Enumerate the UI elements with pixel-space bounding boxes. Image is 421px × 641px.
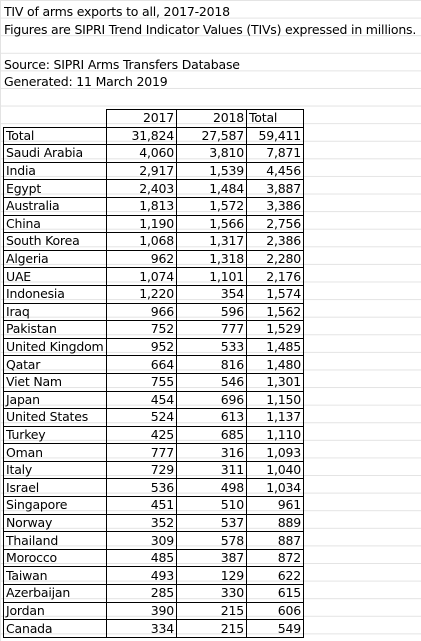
header-cell-2018[interactable]: 2018 — [177, 110, 247, 128]
country-cell[interactable]: Qatar — [4, 356, 107, 374]
total-cell[interactable]: 1,040 — [247, 461, 304, 479]
total-cell[interactable]: 622 — [247, 567, 304, 585]
value-2017-cell[interactable]: 4,060 — [107, 145, 177, 163]
value-2017-cell[interactable]: 1,190 — [107, 215, 177, 233]
total-cell[interactable]: 1,485 — [247, 338, 304, 356]
value-2018-cell[interactable]: 613 — [177, 409, 247, 427]
table-row — [4, 321, 304, 339]
total-cell[interactable]: 2,386 — [247, 233, 304, 251]
total-cell[interactable]: 1,529 — [247, 321, 304, 339]
sheet-header — [4, 3, 419, 91]
value-2018-cell[interactable]: 510 — [177, 497, 247, 515]
table-row — [4, 197, 304, 215]
country-cell[interactable]: Morocco — [4, 549, 107, 567]
table-row — [4, 127, 304, 145]
table-row — [4, 426, 304, 444]
value-2018-cell[interactable]: 387 — [177, 549, 247, 567]
value-2018-cell[interactable]: 816 — [177, 356, 247, 374]
value-2017-cell[interactable]: 451 — [107, 497, 177, 515]
header-cell-2017[interactable]: 2017 — [107, 110, 177, 128]
country-cell[interactable]: Norway — [4, 514, 107, 532]
country-cell[interactable]: Indonesia — [4, 285, 107, 303]
country-cell[interactable]: Japan — [4, 391, 107, 409]
value-2018-cell[interactable]: 1,572 — [177, 197, 247, 215]
value-2017-cell[interactable]: 285 — [107, 585, 177, 603]
country-cell[interactable]: Pakistan — [4, 321, 107, 339]
value-2017-cell[interactable]: 1,074 — [107, 268, 177, 286]
value-2018-cell[interactable]: 215 — [177, 620, 247, 638]
country-cell[interactable]: Israel — [4, 479, 107, 497]
total-cell[interactable]: 1,093 — [247, 444, 304, 462]
value-2018-cell[interactable]: 3,810 — [177, 145, 247, 163]
value-2018-cell[interactable]: 596 — [177, 303, 247, 321]
value-2017-cell[interactable]: 664 — [107, 356, 177, 374]
value-2017-cell[interactable]: 1,220 — [107, 285, 177, 303]
total-cell[interactable]: 7,871 — [247, 145, 304, 163]
value-2017-cell[interactable]: 755 — [107, 373, 177, 391]
table-row — [4, 461, 304, 479]
country-cell[interactable]: Egypt — [4, 180, 107, 198]
country-cell[interactable]: Thailand — [4, 532, 107, 550]
table-row — [4, 567, 304, 585]
value-2017-cell[interactable]: 1,813 — [107, 197, 177, 215]
value-2018-cell[interactable]: 1,566 — [177, 215, 247, 233]
value-2018-cell[interactable]: 1,101 — [177, 268, 247, 286]
total-cell[interactable]: 3,386 — [247, 197, 304, 215]
table-row — [4, 303, 304, 321]
value-2018-cell[interactable]: 215 — [177, 602, 247, 620]
total-cell[interactable]: 615 — [247, 585, 304, 603]
total-cell[interactable]: 961 — [247, 497, 304, 515]
country-cell[interactable]: Viet Nam — [4, 373, 107, 391]
value-2017-cell[interactable]: 536 — [107, 479, 177, 497]
header-cell-total[interactable]: Total — [247, 110, 304, 128]
value-2017-cell[interactable]: 752 — [107, 321, 177, 339]
value-2017-cell[interactable]: 2,917 — [107, 162, 177, 180]
total-cell[interactable]: 1,480 — [247, 356, 304, 374]
value-2017-cell[interactable]: 962 — [107, 250, 177, 268]
country-cell[interactable]: South Korea — [4, 233, 107, 251]
country-cell[interactable]: Italy — [4, 461, 107, 479]
country-cell[interactable]: Algeria — [4, 250, 107, 268]
country-cell[interactable]: Canada — [4, 620, 107, 638]
table-row — [4, 145, 304, 163]
value-2017-cell[interactable]: 485 — [107, 549, 177, 567]
value-2018-cell[interactable]: 129 — [177, 567, 247, 585]
value-2017-cell[interactable]: 966 — [107, 303, 177, 321]
blank-row[interactable] — [4, 38, 419, 56]
value-2018-cell[interactable]: 1,484 — [177, 180, 247, 198]
country-cell[interactable]: China — [4, 215, 107, 233]
value-2018-cell[interactable]: 498 — [177, 479, 247, 497]
total-cell[interactable]: 1,574 — [247, 285, 304, 303]
table-row — [4, 497, 304, 515]
table-row — [4, 233, 304, 251]
table-row — [4, 356, 304, 374]
value-2017-cell[interactable]: 2,403 — [107, 180, 177, 198]
total-cell[interactable]: 887 — [247, 532, 304, 550]
exports-table — [3, 109, 304, 638]
header-cell-empty[interactable] — [4, 110, 107, 128]
table-row — [4, 180, 304, 198]
country-cell[interactable]: Azerbaijan — [4, 585, 107, 603]
table-row — [4, 215, 304, 233]
table-row — [4, 285, 304, 303]
table-row — [4, 532, 304, 550]
header-source-cell[interactable]: Source: SIPRI Arms Transfers Database — [4, 56, 240, 72]
total-cell[interactable]: 872 — [247, 549, 304, 567]
value-2017-cell[interactable]: 454 — [107, 391, 177, 409]
value-2017-cell[interactable]: 952 — [107, 338, 177, 356]
table-row — [4, 338, 304, 356]
value-2018-cell[interactable]: 537 — [177, 514, 247, 532]
country-cell[interactable]: India — [4, 162, 107, 180]
value-2018-cell[interactable]: 330 — [177, 585, 247, 603]
value-2018-cell[interactable]: 1,317 — [177, 233, 247, 251]
total-cell[interactable]: 1,137 — [247, 409, 304, 427]
country-cell[interactable]: United Kingdom — [4, 338, 107, 356]
value-2018-cell[interactable]: 27,587 — [177, 127, 247, 145]
value-2018-cell[interactable]: 354 — [177, 285, 247, 303]
value-2018-cell[interactable]: 777 — [177, 321, 247, 339]
value-2018-cell[interactable]: 685 — [177, 426, 247, 444]
value-2018-cell[interactable]: 696 — [177, 391, 247, 409]
value-2017-cell[interactable]: 390 — [107, 602, 177, 620]
total-cell[interactable]: 59,411 — [247, 127, 304, 145]
total-cell[interactable]: 1,301 — [247, 373, 304, 391]
table-row — [4, 373, 304, 391]
total-cell[interactable]: 889 — [247, 514, 304, 532]
total-cell[interactable]: 606 — [247, 602, 304, 620]
value-2018-cell[interactable]: 316 — [177, 444, 247, 462]
country-cell[interactable]: Saudi Arabia — [4, 145, 107, 163]
total-cell[interactable]: 1,110 — [247, 426, 304, 444]
table-row — [4, 409, 304, 427]
total-cell[interactable]: 549 — [247, 620, 304, 638]
table-row — [4, 549, 304, 567]
table-row — [4, 585, 304, 603]
total-cell[interactable]: 1,562 — [247, 303, 304, 321]
value-2017-cell[interactable]: 1,068 — [107, 233, 177, 251]
value-2018-cell[interactable]: 1,318 — [177, 250, 247, 268]
total-cell[interactable]: 1,034 — [247, 479, 304, 497]
total-cell[interactable]: 1,150 — [247, 391, 304, 409]
total-cell[interactable]: 2,756 — [247, 215, 304, 233]
total-cell[interactable]: 2,280 — [247, 250, 304, 268]
table-row — [4, 444, 304, 462]
country-cell[interactable]: Total — [4, 127, 107, 145]
value-2017-cell[interactable]: 352 — [107, 514, 177, 532]
value-2017-cell[interactable]: 777 — [107, 444, 177, 462]
table-row — [4, 514, 304, 532]
total-cell[interactable]: 3,887 — [247, 180, 304, 198]
header-title-cell[interactable]: TIV of arms exports to all, 2017-2018 — [4, 4, 230, 19]
value-2017-cell[interactable]: 309 — [107, 532, 177, 550]
country-cell[interactable]: Australia — [4, 197, 107, 215]
country-cell[interactable]: Oman — [4, 444, 107, 462]
value-2017-cell[interactable]: 334 — [107, 620, 177, 638]
country-cell[interactable]: Jordan — [4, 602, 107, 620]
value-2017-cell[interactable]: 493 — [107, 567, 177, 585]
total-cell[interactable]: 4,456 — [247, 162, 304, 180]
country-cell[interactable]: Taiwan — [4, 567, 107, 585]
country-cell[interactable]: UAE — [4, 268, 107, 286]
value-2017-cell[interactable]: 425 — [107, 426, 177, 444]
country-cell[interactable]: Iraq — [4, 303, 107, 321]
value-2018-cell[interactable]: 1,539 — [177, 162, 247, 180]
country-cell[interactable]: United States — [4, 409, 107, 427]
table-row — [4, 479, 304, 497]
total-cell[interactable]: 2,176 — [247, 268, 304, 286]
value-2018-cell[interactable]: 578 — [177, 532, 247, 550]
table-row — [4, 620, 304, 638]
table-header-row — [4, 110, 304, 128]
table-row — [4, 602, 304, 620]
header-generated-cell[interactable]: Generated: 11 March 2019 — [4, 74, 168, 90]
header-note-cell[interactable]: Figures are SIPRI Trend Indicator Values (TIVs) expressed in millions. — [4, 21, 417, 37]
country-cell[interactable]: Singapore — [4, 497, 107, 515]
value-2017-cell[interactable]: 729 — [107, 461, 177, 479]
value-2017-cell[interactable]: 31,824 — [107, 127, 177, 145]
table-row — [4, 162, 304, 180]
table-row — [4, 250, 304, 268]
country-cell[interactable]: Turkey — [4, 426, 107, 444]
value-2018-cell[interactable]: 533 — [177, 338, 247, 356]
value-2017-cell[interactable]: 524 — [107, 409, 177, 427]
value-2018-cell[interactable]: 311 — [177, 461, 247, 479]
table-row — [4, 268, 304, 286]
value-2018-cell[interactable]: 546 — [177, 373, 247, 391]
table-row — [4, 391, 304, 409]
